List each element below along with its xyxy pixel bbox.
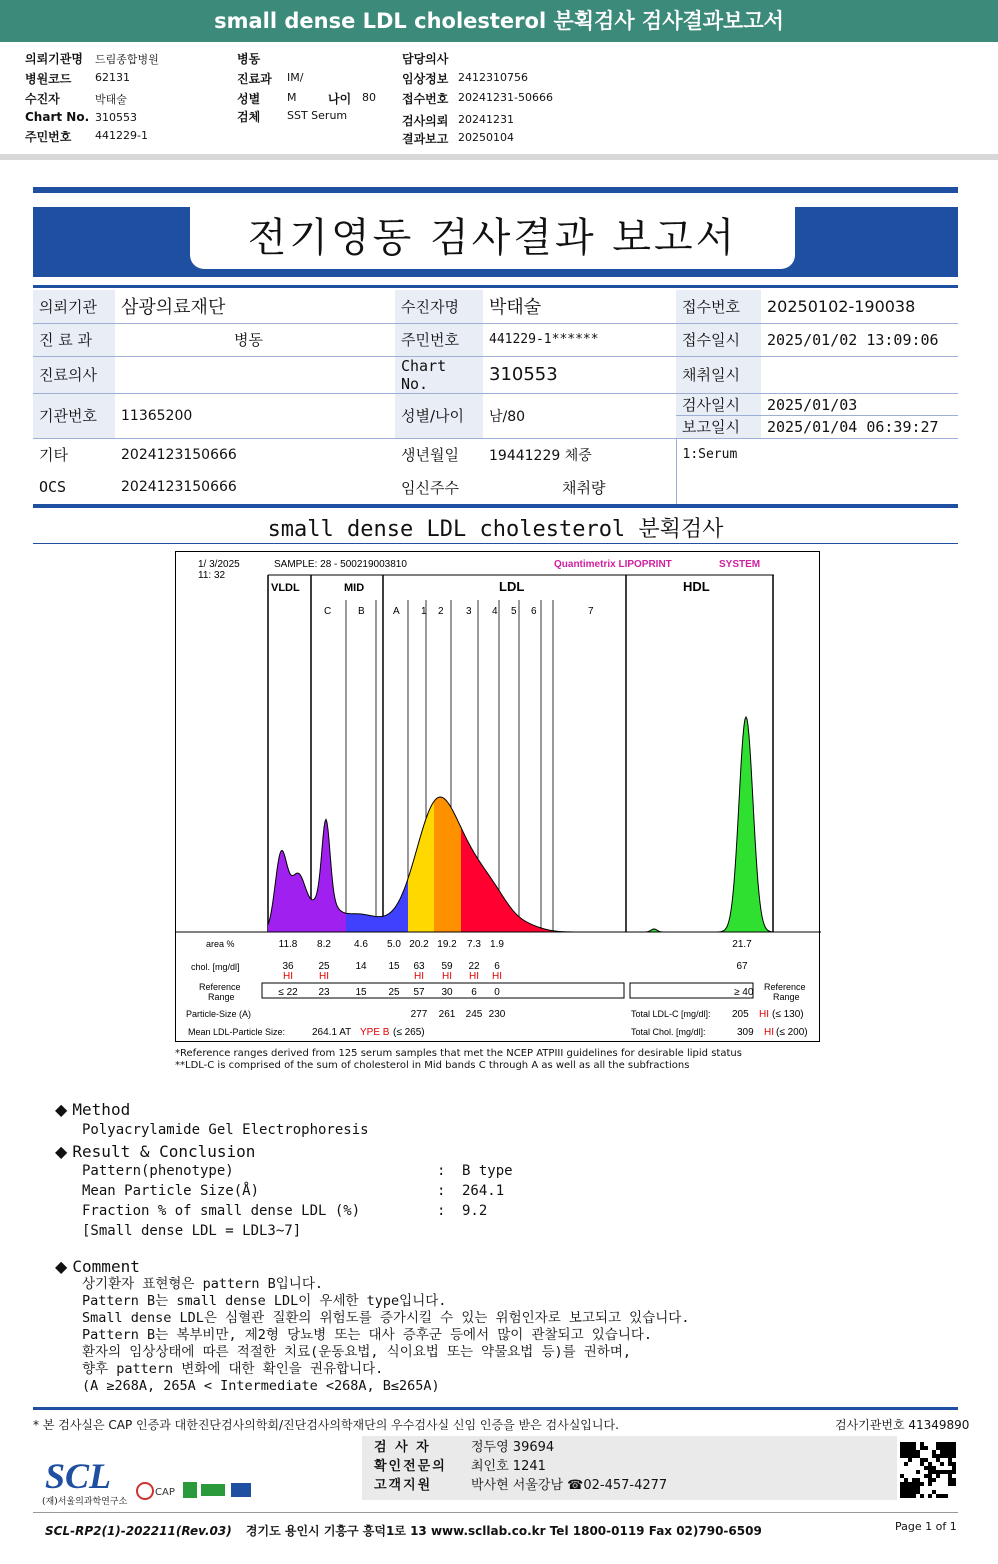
header-label: 의뢰기관명	[25, 52, 83, 66]
comment-line: 환자의 임상상태에 따른 적절한 치료(운동요법, 식이요법 또는 약물요법 등)를 권하며,	[82, 1344, 632, 1360]
result-title: Result & Conclusion	[72, 1142, 256, 1161]
chol-value: 36	[282, 961, 294, 972]
title-rule	[33, 285, 958, 288]
hi-flag: HI	[283, 971, 293, 982]
area-value: 1.9	[490, 939, 504, 950]
result-value: B type	[462, 1163, 513, 1179]
ref-label-1: Reference	[199, 982, 241, 992]
curve-area	[434, 797, 461, 932]
curve-area	[268, 819, 346, 932]
cert-logos	[133, 1478, 258, 1504]
result-key: Fraction % of small dense LDL (%)	[82, 1203, 361, 1219]
header-value: 20241231-50666	[458, 91, 553, 104]
value-resident-no: 441229-1******	[483, 323, 676, 356]
particle-value: 277	[410, 1009, 428, 1020]
ref-value: 23	[318, 987, 330, 998]
area-value: 21.7	[732, 939, 752, 950]
header-value: SST Serum	[287, 109, 348, 122]
header-value: 310553	[95, 111, 137, 124]
chol-value: 15	[388, 961, 400, 972]
staff-name: 정두영 39694	[471, 1440, 555, 1455]
value-etc: 2024123150666	[121, 446, 237, 463]
group-mid: MID	[344, 582, 365, 594]
area-value: 20.2	[409, 939, 429, 950]
curve-line	[268, 717, 776, 932]
hi-flag: HI	[469, 971, 479, 982]
header-label: 담당의사	[402, 52, 449, 66]
particle-value: 245	[465, 1009, 483, 1020]
hi-flag: HI	[492, 971, 502, 982]
patient-info-table	[33, 290, 958, 505]
curve-area	[721, 717, 776, 932]
report-banner-title: small dense LDL cholesterol 분획검사 검사결과보고서	[0, 0, 998, 42]
label-inst-no: 기관번호	[33, 393, 115, 438]
value-specimen: 1:Serum	[676, 438, 958, 504]
staff-role: 확인전문의	[374, 1459, 447, 1474]
ref-value: 30	[441, 987, 453, 998]
header-label: Chart No.	[25, 110, 90, 124]
band-label: 1	[421, 606, 427, 617]
page-number: Page 1 of 1	[895, 1520, 957, 1533]
header-label: 진료과	[237, 72, 272, 86]
value-chart-no: 310553	[483, 356, 676, 393]
header-value: IM/	[287, 71, 304, 84]
label-test-date: 검사일시	[676, 394, 761, 416]
value-patient-name: 박태술	[483, 290, 676, 323]
header-label: 검사의뢰	[402, 114, 449, 128]
header-value: 20250104	[458, 131, 514, 144]
ref-value: 15	[355, 987, 367, 998]
comment-line: 향후 pattern 변화에 대한 확인을 권유합니다.	[82, 1361, 384, 1377]
mean-suffix: (≤ 265)	[393, 1027, 425, 1038]
age-value: 80	[362, 91, 376, 104]
hi-flag: HI	[414, 971, 424, 982]
header-value: 2412310756	[458, 71, 528, 84]
cert-note: * 본 검사실은 CAP 인증과 대한진단검사의학회/진단검사의학재단의 우수검사실 신임 인증을 받은 검사실입니다.	[33, 1418, 619, 1432]
chol-value: 59	[441, 961, 453, 972]
chart-brand: Quantimetrix LIPOPRINT	[554, 559, 672, 570]
group-ldl: LDL	[499, 579, 525, 594]
group-hdl: HDL	[683, 579, 710, 594]
qr-code-icon	[900, 1442, 956, 1498]
mean-label: Mean LDL-Particle Size:	[188, 1027, 286, 1037]
ref-value: 25	[388, 987, 400, 998]
scl-logo: SCL	[45, 1456, 112, 1496]
header-label: 병원코드	[25, 72, 72, 86]
value-dept: 병동	[115, 323, 269, 356]
diamond-icon: ◆	[55, 1257, 68, 1276]
label-institution: 의뢰기관	[33, 290, 115, 323]
label-resident-no: 주민번호	[395, 323, 483, 356]
header-value: 드림종합병원	[95, 53, 159, 66]
curve-area	[491, 878, 554, 932]
staff-name: 박사현 서울강남 ☎02-457-4277	[471, 1478, 668, 1493]
hi-flag: HI	[442, 971, 452, 982]
label-volume: 채취량	[483, 471, 676, 504]
chol-value: 22	[468, 961, 480, 972]
chol-value: 25	[318, 961, 330, 972]
total-chol-flag: HI	[764, 1027, 774, 1038]
result-value: 264.1	[462, 1183, 505, 1199]
comment-line: Small dense LDL은 심혈관 질환의 위험도를 증가시킬 수 있는 위험인자로 보고되고 있습니다.	[82, 1310, 690, 1326]
footnote-reference: *Reference ranges derived from 125 serum samples that met the NCEP ATPIII guidelines for desirable lipid status	[175, 1048, 742, 1059]
label-birth: 생년월일	[401, 446, 459, 465]
area-value: 7.3	[467, 939, 481, 950]
band-label: 5	[511, 606, 517, 617]
result-key: Mean Particle Size(Å)	[82, 1183, 260, 1199]
label-sex-age: 성별/나이	[395, 393, 483, 438]
area-value: 8.2	[317, 939, 331, 950]
band-label: 2	[438, 606, 444, 617]
total-ldl-flag: HI	[759, 1009, 769, 1020]
label-chart-no: Chart No.	[395, 356, 483, 393]
method-title: Method	[72, 1100, 131, 1119]
staff-name: 최인호 1241	[471, 1459, 546, 1474]
comment-title: Comment	[72, 1257, 140, 1276]
mean-value: 264.1 AT	[312, 1027, 352, 1038]
staff-box	[362, 1436, 897, 1500]
header-label: 접수번호	[402, 92, 449, 106]
requisition-header	[0, 42, 998, 160]
header-label: 성별	[237, 92, 261, 106]
value-test-date: 2025/01/03	[761, 394, 958, 416]
certification-logos-icon	[133, 1478, 258, 1504]
band-label: B	[358, 606, 365, 617]
value-doctor	[115, 356, 395, 393]
value-ocs: 2024123150666	[115, 471, 395, 504]
staff-role: 고객지원	[374, 1478, 433, 1493]
comment-line: 상기환자 표현형은 pattern B입니다.	[82, 1276, 323, 1292]
mean-type: YPE B	[360, 1027, 390, 1038]
value-inst-no: 11365200	[115, 393, 395, 438]
result-row: Fraction % of small dense LDL (%) : 9.2	[82, 1203, 689, 1223]
label-receipt-time: 접수일시	[676, 323, 761, 356]
section-rule	[33, 504, 958, 508]
area-value: 4.6	[354, 939, 368, 950]
label-doctor: 진료의사	[33, 356, 115, 393]
result-row: Pattern(phenotype) : B type	[82, 1163, 689, 1183]
group-vldl: VLDL	[271, 582, 300, 594]
result-key: Pattern(phenotype)	[82, 1163, 234, 1179]
footer-address: 경기도 용인시 기흥구 흥덕1로 13 www.scllab.co.kr Tel 1800-0119 Fax 02)790-6509	[245, 1524, 762, 1538]
staff-row	[374, 1476, 885, 1495]
value-receipt-no: 20250102-190038	[761, 290, 958, 323]
area-value: 11.8	[278, 939, 298, 950]
method-value: Polyacrylamide Gel Electrophoresis	[82, 1122, 369, 1138]
label-receipt-no: 접수번호	[676, 290, 761, 323]
chart-brand-suffix: SYSTEM	[719, 559, 761, 570]
particle-value: 230	[488, 1009, 506, 1020]
ref-label-2: Range	[208, 992, 235, 1002]
header-label: 임상정보	[402, 72, 449, 86]
report-title: 전기영동 검사결과 보고서	[190, 207, 795, 269]
total-ldl-ref: (≤ 130)	[772, 1009, 804, 1020]
ref-hdl: ≥ 40	[734, 987, 754, 998]
hi-flag: HI	[319, 971, 329, 982]
diamond-icon: ◆	[55, 1100, 68, 1119]
band-label: 4	[492, 606, 498, 617]
chol-value: 67	[736, 961, 748, 972]
value-sex-age: 남/80	[483, 393, 676, 438]
top-rule	[33, 187, 958, 193]
header-value: M	[287, 91, 297, 104]
ref-value: ≤ 22	[278, 987, 298, 998]
value-birth: 19441229	[489, 447, 561, 464]
total-chol-ref: (≤ 200)	[776, 1027, 808, 1038]
comment-line: Pattern B는 복부비만, 제2형 당뇨병 또는 대사 증후군 등에서 많이 관찰되고 있습니다.	[82, 1327, 653, 1343]
result-row: Mean Particle Size(Å) : 264.1	[82, 1183, 689, 1203]
ref-label-r1: Reference	[764, 982, 806, 992]
comment-line: Pattern B는 small dense LDL이 우세한 type입니다.	[82, 1293, 447, 1309]
scl-subtitle: (재)서울의과학연구소	[42, 1497, 128, 1507]
ref-value: 0	[494, 987, 500, 998]
staff-row	[374, 1438, 885, 1457]
value-collect-time	[761, 356, 958, 393]
staff-row	[374, 1457, 885, 1476]
label-etc: 기타	[39, 446, 68, 465]
comment-line: (A ≥268A, 265A < Intermediate <268A, B≤265A)	[82, 1378, 440, 1394]
method-section	[55, 1100, 689, 1395]
label-ocs: OCS	[33, 471, 115, 504]
chart-time: 11: 32	[198, 570, 226, 581]
header-label: 수진자	[25, 92, 60, 106]
chol-value: 14	[355, 961, 367, 972]
header-label: 결과보고	[402, 132, 449, 146]
label-report-time: 보고일시	[682, 417, 740, 436]
label-collect-time: 채취일시	[676, 356, 761, 393]
curve-area	[461, 828, 491, 932]
band-label: 7	[588, 606, 594, 617]
header-value: 20241231	[458, 113, 514, 126]
total-chol-label: Total Chol. [mg/dl]:	[631, 1027, 706, 1037]
band-label: 6	[531, 606, 537, 617]
total-chol: 309	[737, 1027, 754, 1038]
value-receipt-time: 2025/01/02 13:09:06	[761, 323, 958, 356]
curve-area	[346, 879, 408, 932]
area-label: area %	[206, 939, 235, 949]
label-patient-name: 수진자명	[395, 290, 483, 323]
header-label: 검체	[237, 110, 261, 124]
header-label: 병동	[237, 52, 261, 66]
header-value: 441229-1	[95, 129, 148, 142]
header-value: 62131	[95, 71, 130, 84]
header-value: 박태술	[95, 93, 127, 106]
svg-text:CAP: CAP	[155, 1487, 175, 1498]
particle-label: Particle-Size (A)	[186, 1009, 252, 1019]
ref-value: 6	[471, 987, 477, 998]
band-label: 3	[466, 606, 472, 617]
total-ldl-label: Total LDL-C [mg/dl]:	[631, 1009, 711, 1019]
result-note: [Small dense LDL = LDL3~7]	[82, 1223, 302, 1239]
footnote-ldl: **LDL-C is comprised of the sum of cholesterol in Mid bands C through A as well as all the subfractions	[175, 1060, 690, 1071]
header-label: 주민번호	[25, 130, 72, 144]
chart-date: 1/ 3/2025	[198, 559, 240, 570]
area-value: 5.0	[387, 939, 401, 950]
lab-number: 검사기관번호 41349890	[835, 1418, 970, 1432]
chol-value: 63	[413, 961, 425, 972]
ref-label-r2: Range	[773, 992, 800, 1002]
chol-value: 6	[494, 961, 500, 972]
total-ldl: 205	[732, 1009, 749, 1020]
diamond-icon: ◆	[55, 1142, 68, 1161]
label-weight: 체중	[564, 447, 592, 464]
lipoprint-svg	[176, 552, 821, 1043]
chart-sample: SAMPLE: 28 - 500219003810	[274, 559, 407, 570]
value-institution: 삼광의료재단	[115, 290, 395, 323]
age-label: 나이	[328, 92, 352, 106]
label-dept: 진 료 과	[33, 323, 115, 356]
label-pregnancy: 임신주수	[395, 471, 483, 504]
area-value: 19.2	[437, 939, 457, 950]
lipoprint-chart	[175, 551, 820, 1042]
band-label: C	[324, 606, 332, 617]
staff-role: 검 사 자	[374, 1440, 431, 1455]
particle-value: 261	[438, 1009, 456, 1020]
value-report-time: 2025/01/04 06:39:27	[767, 417, 939, 436]
result-value: 9.2	[462, 1203, 488, 1219]
section-title: small dense LDL cholesterol 분획검사	[267, 517, 724, 542]
chol-label: chol. [mg/dl]	[191, 962, 240, 972]
ref-value: 57	[413, 987, 425, 998]
footer-code: SCL-RP2(1)-202211(Rev.03)	[45, 1524, 232, 1538]
band-label: A	[393, 606, 400, 617]
